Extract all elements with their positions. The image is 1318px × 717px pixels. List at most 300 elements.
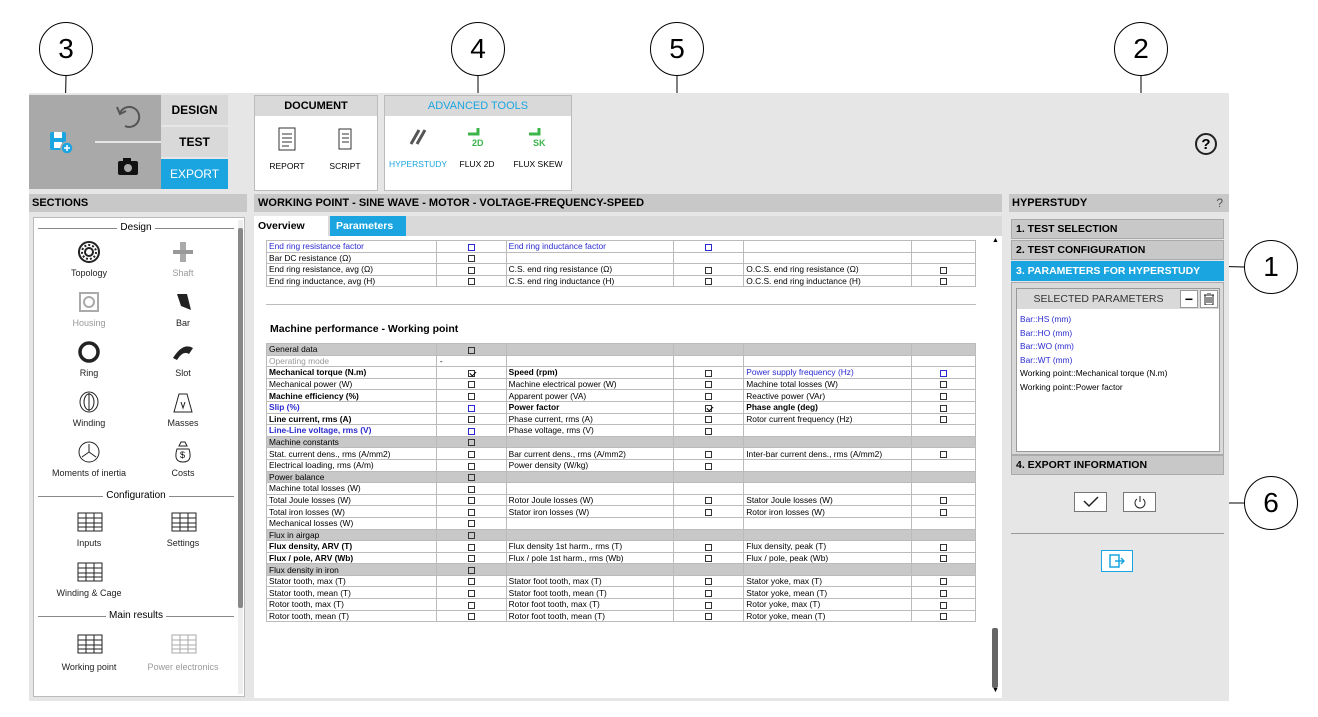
param-checkbox[interactable] [705,428,712,435]
param-checkbox[interactable] [940,602,947,609]
param-checkbox[interactable] [468,255,475,262]
param-label: Rotor iron losses (W) [744,506,912,518]
param-checkbox[interactable] [705,381,712,388]
param-label: Phase current, rms (A) [506,413,674,425]
param-checkbox[interactable] [468,267,475,274]
section-costs[interactable] [138,440,228,484]
section-shaft[interactable] [138,240,228,284]
param-checkbox-cell [436,378,506,390]
moments-icon [77,440,101,464]
export-file-button[interactable] [1101,550,1133,572]
param-label: Stator foot tooth, max (T) [506,575,674,587]
param-checkbox[interactable] [940,451,947,458]
flux2d-icon [464,124,490,150]
param-checkbox-cell [912,483,976,495]
param-checkbox-cell [674,529,744,541]
table-group-row [267,564,976,576]
section-winding[interactable] [44,390,134,434]
param-label: Stator yoke, max (T) [744,575,912,587]
param-checkbox-cell [674,610,744,622]
param-checkbox-cell [674,264,744,276]
configuration-group-heading [38,490,234,502]
document-group-title: DOCUMENT [255,96,377,116]
param-checkbox[interactable] [705,278,712,285]
winding-cage-label: Winding & Cage [56,588,122,598]
param-checkbox[interactable] [940,555,947,562]
bar-icon [171,290,195,314]
param-checkbox[interactable] [468,393,475,400]
table-row [267,378,976,390]
param-label: Power density (W/kg) [506,459,674,471]
param-checkbox-cell [436,344,506,356]
table-icon [77,562,103,582]
selected-parameter-item[interactable]: Bar::WO (mm) [1020,341,1074,351]
param-checkbox[interactable] [468,497,475,504]
param-checkbox-cell [436,541,506,553]
section-topology[interactable] [44,240,134,284]
sections-scrollbar[interactable] [238,220,243,694]
param-checkbox-cell [674,599,744,611]
param-label: Total Joule losses (W) [267,494,437,506]
param-label: Line current, rms (A) [267,413,437,425]
hyperstudy-title-bar [1009,194,1229,212]
param-label: Rotor tooth, mean (T) [267,610,437,622]
masses-icon [171,390,195,414]
param-checkbox[interactable] [468,347,475,354]
minus-icon[interactable]: − [1180,290,1198,308]
param-checkbox[interactable] [468,463,475,470]
param-checkbox-cell [912,610,976,622]
table-row [267,552,976,564]
param-checkbox-cell [674,425,744,437]
param-label: Stator yoke, mean (T) [744,587,912,599]
param-label [506,252,674,264]
param-checkbox[interactable] [705,555,712,562]
test-menu-button[interactable]: TEST [161,127,228,157]
script-button[interactable] [317,126,373,186]
hyperstudy-help-icon[interactable]: ? [1216,196,1223,210]
param-checkbox[interactable] [468,428,475,435]
selected-parameter-item[interactable]: Working point::Mechanical torque (N.m) [1020,368,1168,378]
machine-performance-table [266,343,976,622]
param-checkbox[interactable] [468,381,475,388]
param-checkbox[interactable] [705,393,712,400]
param-checkbox[interactable] [705,578,712,585]
param-checkbox[interactable] [468,439,475,446]
param-label: Rotor tooth, max (T) [267,599,437,611]
param-checkbox[interactable] [468,544,475,551]
working-point-label: Working point [61,662,117,672]
param-label: Phase angle (deg) [744,401,912,413]
param-label [744,471,912,483]
table-row [267,610,976,622]
validate-button[interactable] [1074,492,1107,512]
param-checkbox[interactable] [468,486,475,493]
param-label: Electrical loading, rms (A/m) [267,459,437,471]
param-checkbox[interactable] [468,567,475,574]
scroll-thumb[interactable] [992,628,998,688]
param-checkbox[interactable] [705,509,712,516]
hyperstudy-title: HYPERSTUDY [1012,197,1088,209]
main-title: WORKING POINT - SINE WAVE - MOTOR - VOLTAGE-FREQUENCY-SPEED [258,197,645,209]
end-ring-table [266,240,976,287]
tab-overview[interactable]: Overview [254,216,328,236]
callout-1: 1 [1244,240,1298,294]
param-checkbox[interactable] [940,278,947,285]
slot-icon [171,340,195,364]
section-housing[interactable] [44,290,134,334]
param-label: Flux in airgap [267,529,437,541]
table-icon [77,512,103,532]
param-checkbox-cell [674,575,744,587]
param-checkbox[interactable] [468,474,475,481]
param-checkbox[interactable] [940,497,947,504]
callout-2: 2 [1114,22,1168,76]
param-label: Power supply frequency (Hz) [744,367,912,379]
param-label: Total iron losses (W) [267,506,437,518]
tab-parameters[interactable]: Parameters [330,216,406,236]
param-checkbox[interactable] [705,370,712,377]
callout-4: 4 [451,22,505,76]
table-row [267,367,976,379]
undo-button[interactable] [95,95,161,141]
param-checkbox-cell [912,575,976,587]
param-checkbox[interactable] [940,381,947,388]
param-checkbox[interactable] [705,416,712,423]
param-checkbox-cell [436,448,506,460]
section-slot[interactable] [138,340,228,384]
script-icon [334,126,356,152]
param-checkbox[interactable] [468,602,475,609]
trash-icon[interactable] [1200,290,1218,308]
design-group-label: Design [117,222,154,233]
param-checkbox[interactable] [468,590,475,597]
param-checkbox-cell [436,390,506,402]
param-label [506,564,674,576]
step1-label: 1. TEST SELECTION [1016,223,1118,235]
param-label: Rotor Joule losses (W) [506,494,674,506]
param-label: Stator tooth, max (T) [267,575,437,587]
param-checkbox[interactable] [705,405,712,412]
param-checkbox[interactable] [940,509,947,516]
param-checkbox[interactable] [705,497,712,504]
param-label [744,517,912,529]
report-label: REPORT [269,161,305,171]
param-checkbox[interactable] [468,451,475,458]
camera-icon [95,143,161,189]
param-checkbox-cell [436,241,506,253]
param-checkbox-cell [674,367,744,379]
param-label [744,459,912,471]
section-settings[interactable] [138,510,228,554]
table-row [267,483,976,495]
param-checkbox-cell [436,587,506,599]
param-checkbox-cell [674,517,744,529]
param-checkbox-cell [912,436,976,448]
section-bar[interactable] [138,290,228,334]
snapshot-button[interactable] [95,143,161,189]
table-group-row [267,529,976,541]
param-checkbox[interactable] [468,555,475,562]
report-icon [276,126,298,152]
param-label: Bar DC resistance (Ω) [267,252,437,264]
param-checkbox[interactable] [468,509,475,516]
param-label [744,344,912,356]
param-label: Flux / pole 1st harm., rms (Wb) [506,552,674,564]
param-label [506,517,674,529]
scroll-down-arrow-icon[interactable]: ▼ [992,687,999,694]
param-checkbox[interactable] [940,393,947,400]
param-checkbox[interactable] [468,370,475,377]
section-moments-of-inertia[interactable] [44,440,134,484]
param-label: Rotor yoke, mean (T) [744,610,912,622]
shaft-label: Shaft [172,268,194,278]
param-checkbox-cell [674,436,744,448]
param-label [506,529,674,541]
param-checkbox[interactable] [468,244,475,251]
param-checkbox-cell [674,448,744,460]
param-label: Flux density, ARV (T) [267,541,437,553]
param-checkbox-cell [912,541,976,553]
masses-label: Masses [167,418,199,428]
param-checkbox-cell [436,413,506,425]
table-row [267,252,976,264]
fluxskew-label: FLUX SKEW [513,159,563,169]
param-label: Machine constants [267,436,437,448]
design-group-heading [38,222,234,234]
callout-3: 3 [39,22,93,76]
selected-parameter-item[interactable]: Working point::Power factor [1020,381,1123,392]
param-checkbox[interactable] [705,590,712,597]
param-checkbox[interactable] [940,613,947,620]
param-label: Machine total losses (W) [744,378,912,390]
sections-title [29,194,247,212]
param-checkbox[interactable] [705,613,712,620]
param-checkbox[interactable] [940,578,947,585]
selected-parameter-item[interactable]: Bar::WT (mm) [1020,354,1073,365]
export-menu-button[interactable]: EXPORT [161,159,228,189]
param-label: Rotor foot tooth, max (T) [506,599,674,611]
param-checkbox-cell [436,471,506,483]
param-label: C.S. end ring resistance (Ω) [506,264,674,276]
param-checkbox-cell [912,587,976,599]
table-row [267,390,976,402]
selected-parameters-title: SELECTED PARAMETERS [1033,293,1164,305]
param-label: Stator iron losses (W) [506,506,674,518]
document-group [254,95,378,191]
param-checkbox[interactable] [940,416,947,423]
parameters-scrollbar[interactable] [992,238,998,694]
param-label [744,252,912,264]
save-icon[interactable] [48,129,74,155]
table-icon [171,512,197,532]
param-checkbox[interactable] [468,578,475,585]
table-row [267,241,976,253]
param-checkbox-cell [436,436,506,448]
hyperstudy-label: HYPERSTUDY [388,159,448,169]
section-masses[interactable] [138,390,228,434]
param-checkbox[interactable] [468,532,475,539]
param-checkbox-cell [912,367,976,379]
ring-icon [77,340,101,364]
ring-label: Ring [79,368,99,378]
inputs-label: Inputs [76,538,102,548]
checkmark-icon [1083,496,1099,508]
param-checkbox-cell [674,355,744,367]
param-checkbox[interactable] [705,544,712,551]
param-label: Mechanical power (W) [267,378,437,390]
param-checkbox-cell [912,506,976,518]
param-checkbox-cell [674,587,744,599]
param-checkbox[interactable] [705,463,712,470]
param-label: Operating mode [267,355,437,367]
param-checkbox-cell [674,413,744,425]
scroll-up-arrow-icon[interactable]: ▲ [992,237,999,244]
slot-label: Slot [175,368,191,378]
param-label: Phase voltage, rms (V) [506,425,674,437]
param-checkbox[interactable] [705,451,712,458]
param-label: O.C.S. end ring resistance (Ω) [744,264,912,276]
section-working-point[interactable] [44,632,134,676]
selected-parameter-item[interactable]: Bar::HO (mm) [1020,327,1073,338]
moments-label: Moments of inertia [51,468,127,478]
table-row [267,517,976,529]
hyperstudy-button[interactable] [387,124,449,186]
param-checkbox[interactable] [705,602,712,609]
param-checkbox-cell [912,275,976,287]
param-checkbox-cell [912,459,976,471]
param-checkbox-cell [436,367,506,379]
param-label: Apparent power (VA) [506,390,674,402]
param-label: End ring inductance, avg (H) [267,275,437,287]
section-winding-cage[interactable] [44,560,134,604]
reset-button[interactable] [1123,492,1156,512]
param-checkbox[interactable] [705,267,712,274]
param-label: Stator tooth, mean (T) [267,587,437,599]
param-label: Mechanical losses (W) [267,517,437,529]
divider [266,304,976,305]
step4-label: 4. EXPORT INFORMATION [1016,459,1148,471]
param-checkbox-cell [674,344,744,356]
param-checkbox-cell [912,471,976,483]
param-checkbox-cell [674,471,744,483]
help-icon[interactable]: ? [1195,133,1217,155]
param-checkbox-cell [436,355,506,367]
param-checkbox-cell [912,564,976,576]
svg-text:2D: 2D [472,138,484,148]
step-parameters-for-hyperstudy[interactable] [1011,261,1224,281]
param-checkbox[interactable] [940,267,947,274]
callout-6: 6 [1244,476,1298,530]
selected-parameters-header [1017,289,1219,309]
table-row [267,599,976,611]
step-export-information[interactable] [1011,455,1224,475]
table-row [267,459,976,471]
parameters-content [254,236,1002,698]
param-label: Flux / pole, ARV (Wb) [267,552,437,564]
step-test-configuration[interactable] [1011,240,1224,260]
advanced-tools-title: ADVANCED TOOLS [385,96,571,116]
param-checkbox-cell [912,390,976,402]
param-label: Rotor foot tooth, mean (T) [506,610,674,622]
param-label [744,355,912,367]
main-tab-bar [254,216,1002,236]
step2-label: 2. TEST CONFIGURATION [1016,244,1146,256]
param-label: Machine efficiency (%) [267,390,437,402]
advanced-tools-group [384,95,572,191]
fluxskew-button[interactable] [507,124,569,186]
housing-icon [77,290,101,314]
design-menu-button[interactable]: DESIGN [161,95,228,125]
table-row [267,425,976,437]
param-checkbox-cell [912,344,976,356]
housing-label: Housing [72,318,106,328]
section-inputs[interactable] [44,510,134,554]
param-label: Stator Joule losses (W) [744,494,912,506]
param-label: Flux density in iron [267,564,437,576]
param-checkbox-cell [912,413,976,425]
step-test-selection[interactable] [1011,219,1224,239]
param-checkbox[interactable] [468,520,475,527]
param-checkbox-cell [912,517,976,529]
param-checkbox[interactable] [468,613,475,620]
param-checkbox[interactable] [940,544,947,551]
param-checkbox[interactable] [940,405,947,412]
param-checkbox-cell [436,275,506,287]
param-checkbox-cell [674,483,744,495]
param-checkbox-cell [674,459,744,471]
selected-parameters-list [1020,313,1216,394]
machine-performance-title: Machine performance - Working point [270,323,459,335]
section-ring[interactable] [44,340,134,384]
selected-parameter-item[interactable]: Bar::HS (mm) [1020,314,1072,324]
param-checkbox-cell [674,494,744,506]
table-row [267,264,976,276]
script-label: SCRIPT [329,161,361,171]
param-label [744,436,912,448]
param-checkbox-cell [436,459,506,471]
param-label [506,344,674,356]
param-label: Flux density 1st harm., rms (T) [506,541,674,553]
param-checkbox[interactable] [940,370,947,377]
fluxskew-icon [525,124,551,150]
svg-text:$: $ [180,450,186,460]
param-checkbox-cell [436,264,506,276]
report-button[interactable] [259,126,315,186]
param-checkbox-cell [674,564,744,576]
table-icon [77,634,103,654]
param-checkbox[interactable] [468,416,475,423]
param-label: Speed (rpm) [506,367,674,379]
param-checkbox[interactable] [468,405,475,412]
param-label: General data [267,344,437,356]
reset-icon [1133,495,1147,509]
main-title-bar [254,194,1002,212]
param-checkbox-cell [912,378,976,390]
param-label: Rotor yoke, max (T) [744,599,912,611]
table-group-row [267,436,976,448]
param-checkbox[interactable] [705,244,712,251]
flux2d-label: FLUX 2D [459,159,495,169]
param-label: Power balance [267,471,437,483]
param-checkbox[interactable] [940,590,947,597]
param-checkbox[interactable] [468,278,475,285]
param-label: C.S. end ring inductance (H) [506,275,674,287]
section-power-electronics[interactable] [138,632,228,676]
main-results-group-label: Main results [106,610,166,621]
param-label: Line-Line voltage, rms (V) [267,425,437,437]
flux2d-button[interactable] [449,124,505,186]
